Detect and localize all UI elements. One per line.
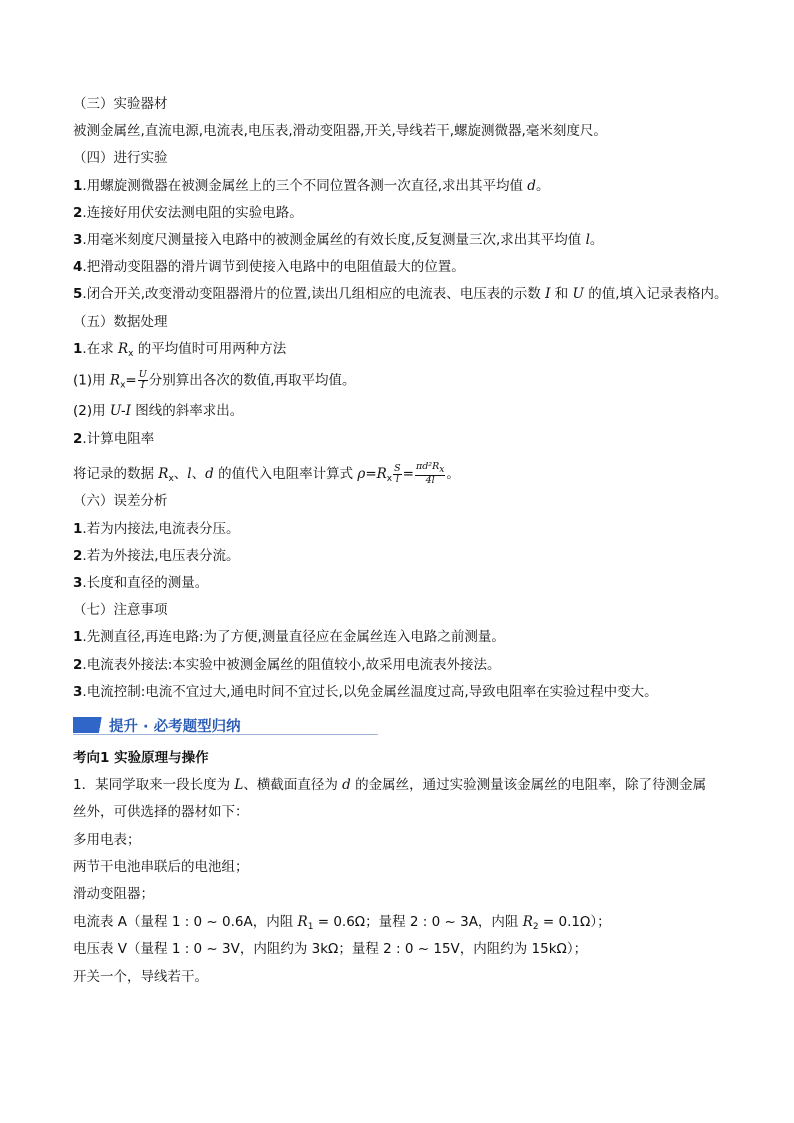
step-5: 5.闭合开关,改变滑动变阻器滑片的位置,读出几组相应的电流表、电压表的示数 I 和 U 的值,填入记录表格内。	[73, 286, 728, 302]
data-item-1: 1.在求 $R_x$ 的平均值时可用两种方法	[73, 341, 287, 359]
banner-title: 提升 · 必考题型归纳	[109, 719, 241, 735]
banner-stripe	[73, 717, 107, 733]
resistivity-formula: 将记录的数据 $R_x$、l、d 的值代入电阻率计算式 $\rho=R_x$ $\frac{S}{l}$ = $\frac{\text{πd²Rx}}{4l}$ 。	[73, 461, 460, 486]
note-item-1: 1.先测直径,再连电路:为了方便,测量直径应在金属丝连入电路之前测量。	[73, 629, 505, 645]
fraction-s-over-l: $\frac{S}{l}$	[394, 462, 401, 485]
fraction-resistivity: $\frac{\text{πd²Rx}}{4l}$	[415, 461, 445, 486]
section-3-title: （三）实验器材	[73, 96, 168, 112]
section-7-title: （七）注意事项	[73, 602, 168, 618]
error-item-1: 1.若为内接法,电流表分压。	[73, 521, 240, 537]
equipment-battery: 两节干电池串联后的电池组；	[73, 859, 249, 875]
equipment-rheostat: 滑动变阻器；	[73, 886, 154, 902]
question-1-line-2: 丝外，可供选择的器材如下：	[73, 804, 249, 820]
step-3: 3.用毫米刻度尺测量接入电路中的被测金属丝的有效长度,反复测量三次,求出其平均值 l。	[73, 232, 604, 248]
method-1: (1)用 $R_x=$ $\frac{U}{I}$ 分别算出各次的数值,再取平均值。	[73, 369, 356, 391]
note-item-2: 2.电流表外接法:本实验中被测金属丝的阻值较小,故采用电流表外接法。	[73, 657, 501, 673]
equipment-voltmeter: 电压表 V（量程 1 : 0 ~ 3V，内阻约为 3kΩ；量程 2 : 0 ~ 15V，内阻约为 15kΩ）；	[73, 941, 588, 957]
section-3-body: 被测金属丝,直流电源,电流表,电压表,滑动变阻器,开关,导线若干,螺旋测微器,毫米刻度尺。	[73, 123, 607, 139]
note-item-3: 3.电流控制:电流不宜过大,通电时间不宜过长,以免金属丝温度过高,导致电阻率在实验过程中变大。	[73, 684, 658, 700]
section-4-title: （四）进行实验	[73, 150, 168, 166]
equipment-switch: 开关一个，导线若干。	[73, 969, 208, 985]
question-1-line-1: 1．某同学取来一段长度为 L、横截面直径为 d 的金属丝，通过实验测量该金属丝的电阻率，除了待测金属	[73, 777, 707, 793]
error-item-2: 2.若为外接法,电压表分流。	[73, 548, 240, 564]
section-5-title: （五）数据处理	[73, 314, 168, 330]
fraction-u-over-i: $\frac{U}{I}$	[138, 369, 147, 391]
section-6-title: （六）误差分析	[73, 493, 168, 509]
data-item-2: 2.计算电阻率	[73, 431, 155, 447]
step-2: 2.连接好用伏安法测电阻的实验电路。	[73, 205, 303, 221]
topic-1-title: 考向1 实验原理与操作	[73, 750, 209, 766]
equipment-ammeter: 电流表 A（量程 1 : 0 ~ 0.6A，内阻 $R_1 = 0.6\Omega$；量程 2 : 0 ~ 3A，内阻 $R_2 = 0.1\Omega$）；	[73, 914, 611, 932]
step-4: 4.把滑动变阻器的滑片调节到使接入电路中的电阻值最大的位置。	[73, 259, 465, 275]
method-2: (2)用 U-I 图线的斜率求出。	[73, 403, 244, 419]
step-1: 1.用螺旋测微器在被测金属丝上的三个不同位置各测一次直径,求出其平均值 d。	[73, 178, 550, 194]
error-item-3: 3.长度和直径的测量。	[73, 575, 209, 591]
section-banner	[73, 717, 378, 733]
equipment-multimeter: 多用电表；	[73, 832, 141, 848]
